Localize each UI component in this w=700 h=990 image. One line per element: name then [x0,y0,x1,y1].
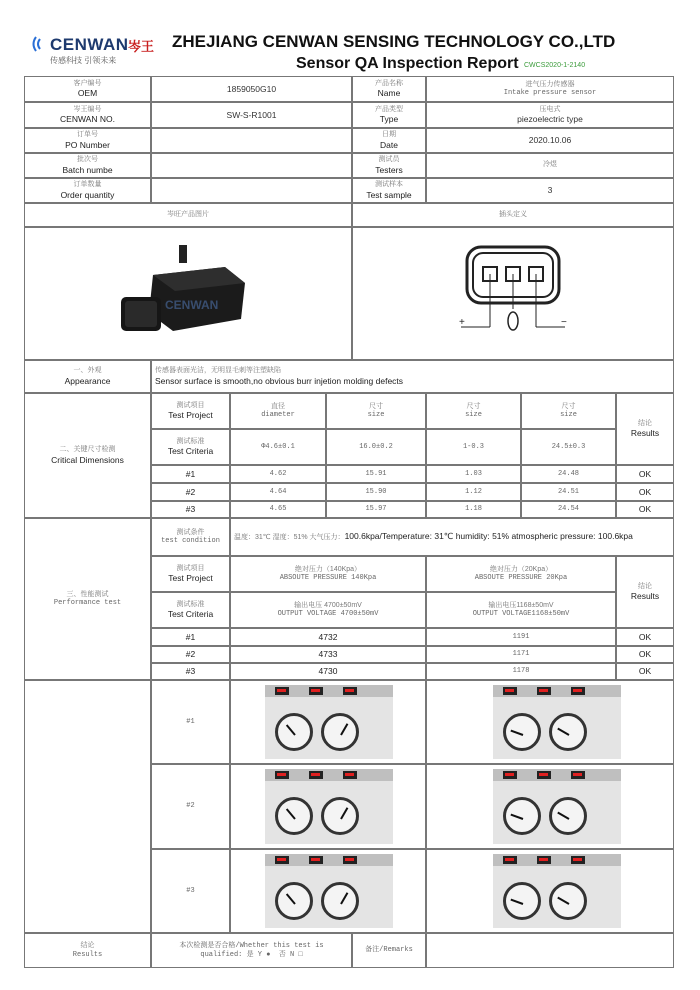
performance-cell: 4732 [230,628,426,646]
type-value: 压电式 piezoelectric type [426,102,674,128]
photo-cell [426,764,674,849]
performance-cell: 1191 [426,628,616,646]
critical-cell: 1.12 [426,483,521,501]
critical-result: OK [616,465,674,483]
critical-cell: 1.18 [426,501,521,518]
critical-cell: 4.64 [230,483,326,501]
qty-value [151,178,352,203]
performance-row-id: #2 [151,646,230,663]
photo-row-id: #2 [151,764,230,849]
critical-col3-project: 尺寸 size [426,393,521,429]
document-number: CWCS2020-1-2140 [524,62,586,69]
batch-label: 批次号 Batch numbe [24,153,151,178]
critical-cell: 15.97 [326,501,426,518]
po-label: 订单号 PO Number [24,128,151,153]
date-value: 2020.10.06 [426,128,674,153]
photo-row-id: #3 [151,849,230,933]
connector-diagram-cell [352,227,674,360]
brand-slogan: 传感科技 引领未来 [50,56,117,65]
gauge-test-photo [265,769,393,844]
critical-row-id: #2 [151,483,230,501]
unchecked-box-icon: □ [298,950,303,959]
brand-name: CENWAN [50,35,129,54]
performance-label: 三、性能测试 Performance test [24,518,151,680]
remarks-label: 备注/Remarks [352,933,426,968]
performance-cell: 1178 [426,663,616,680]
brand-name-cn: 岑王 [128,39,155,54]
name-value: 进气压力传感器 Intake pressure sensor [426,76,674,102]
gauge-test-photo [265,685,393,759]
connector-header: 插头定义 [352,203,674,227]
performance-project-label: 测试项目 Test Project [151,556,230,592]
company-logo [30,30,165,70]
performance-results-label: 结论 Results [616,556,674,628]
name-label: 产品名称 Name [352,76,426,102]
photo-cell [426,680,674,764]
product-photo-cell [24,227,352,360]
svg-text:+: + [459,316,465,328]
photos-section-label [24,680,151,933]
critical-col1-project: 直径 diameter [230,393,326,429]
product-photo-header: 岑旺产品图片 [24,203,352,227]
cenwan-no-value: SW-S-R1001 [151,102,352,128]
svg-text:−: − [561,316,567,328]
performance-col2-project: 绝对压力（20Kpa） ABSOUTE PRESSURE 20Kpa [426,556,616,592]
performance-result: OK [616,646,674,663]
testers-value: 冷煜 [426,153,674,178]
remarks-value [426,933,674,968]
critical-cell: 4.65 [230,501,326,518]
gauge-test-photo [493,854,621,928]
critical-col4-project: 尺寸 size [521,393,616,429]
checked-box-icon: ● [266,950,271,959]
critical-row-id: #3 [151,501,230,518]
critical-col2-criteria: 16.0±0.2 [326,429,426,465]
performance-row-id: #1 [151,628,230,646]
oem-value: 1859050G10 [151,76,352,102]
critical-col4-criteria: 24.5±0.3 [521,429,616,465]
critical-cell: 24.48 [521,465,616,483]
photo-row-id: #1 [151,680,230,764]
condition-label: 测试条件 test condition [151,518,230,556]
performance-col1-criteria: 输出电压 4700±50mV OUTPUT VOLTAGE 4700±50mV [230,592,426,628]
critical-result: OK [616,483,674,501]
photo-cell [230,849,426,933]
photo-cell [230,764,426,849]
sensor-product-image [113,239,263,349]
appearance-text: 传感器表面光洁，无明显毛刺等注塑缺陷 Sensor surface is smooth,no obvious burr injetion molding defects [151,360,674,393]
critical-cell: 15.91 [326,465,426,483]
performance-row-id: #3 [151,663,230,680]
sample-label: 测试样本 Test sample [352,178,426,203]
critical-project-label: 测试项目 Test Project [151,393,230,429]
critical-row-id: #1 [151,465,230,483]
performance-cell: 1171 [426,646,616,663]
critical-criteria-label: 测试标准 Test Criteria [151,429,230,465]
qty-label: 订单数量 Order quantity [24,178,151,203]
batch-value [151,153,352,178]
performance-cell: 4733 [230,646,426,663]
watermark-brand: CENWAN [165,297,219,312]
critical-cell: 1.03 [426,465,521,483]
gauge-test-photo [493,685,621,759]
signal-wave-icon [30,34,48,54]
critical-cell: 24.51 [521,483,616,501]
photo-cell [426,849,674,933]
critical-label: 二、关键尺寸检测 Critical Dimensions [24,393,151,518]
critical-col3-criteria: 1-0.3 [426,429,521,465]
date-label: 日期 Date [352,128,426,153]
footer-results-label: 结论 Results [24,933,151,968]
report-title: Sensor QA Inspection Report [296,55,519,72]
condition-text: 温度：31℃ 湿度：51% 大气压力：100.6kpa/Temperature: 31℃ humidity: 51% atmospheric pressure: 100.6kpa [230,518,674,556]
performance-criteria-label: 测试标准 Test Criteria [151,592,230,628]
oem-label: 客户编号 OEM [24,76,151,102]
gauge-test-photo [265,854,393,928]
critical-col2-project: 尺寸 size [326,393,426,429]
critical-results-label: 结论 Results [616,393,674,465]
testers-label: 测试员 Testers [352,153,426,178]
footer-qualified: 本次检测是否合格/Whether this test is qualified: 是 Y ● 否 N □ [151,933,352,968]
performance-cell: 4730 [230,663,426,680]
appearance-label: 一、外观 Appearance [24,360,151,393]
performance-col2-criteria: 输出电压1168±50mV OUTPUT VOLTAGE1168±50mV [426,592,616,628]
type-label: 产品类型 Type [352,102,426,128]
critical-result: OK [616,501,674,518]
performance-result: OK [616,628,674,646]
performance-col1-project: 绝对压力（140Kpa） ABSOUTE PRESSURE 140Kpa [230,556,426,592]
po-value [151,128,352,153]
critical-cell: 4.62 [230,465,326,483]
company-name: ZHEJIANG CENWAN SENSING TECHNOLOGY CO.,LTD [172,32,616,51]
sample-value: 3 [426,178,674,203]
critical-col1-criteria: Φ4.6±0.1 [230,429,326,465]
performance-result: OK [616,663,674,680]
photo-cell [230,680,426,764]
critical-cell: 15.90 [326,483,426,501]
critical-cell: 24.54 [521,501,616,518]
cenwan-no-label: 岑王编号 CENWAN NO. [24,102,151,128]
gauge-test-photo [493,769,621,844]
connector-pin-diagram [453,239,573,349]
